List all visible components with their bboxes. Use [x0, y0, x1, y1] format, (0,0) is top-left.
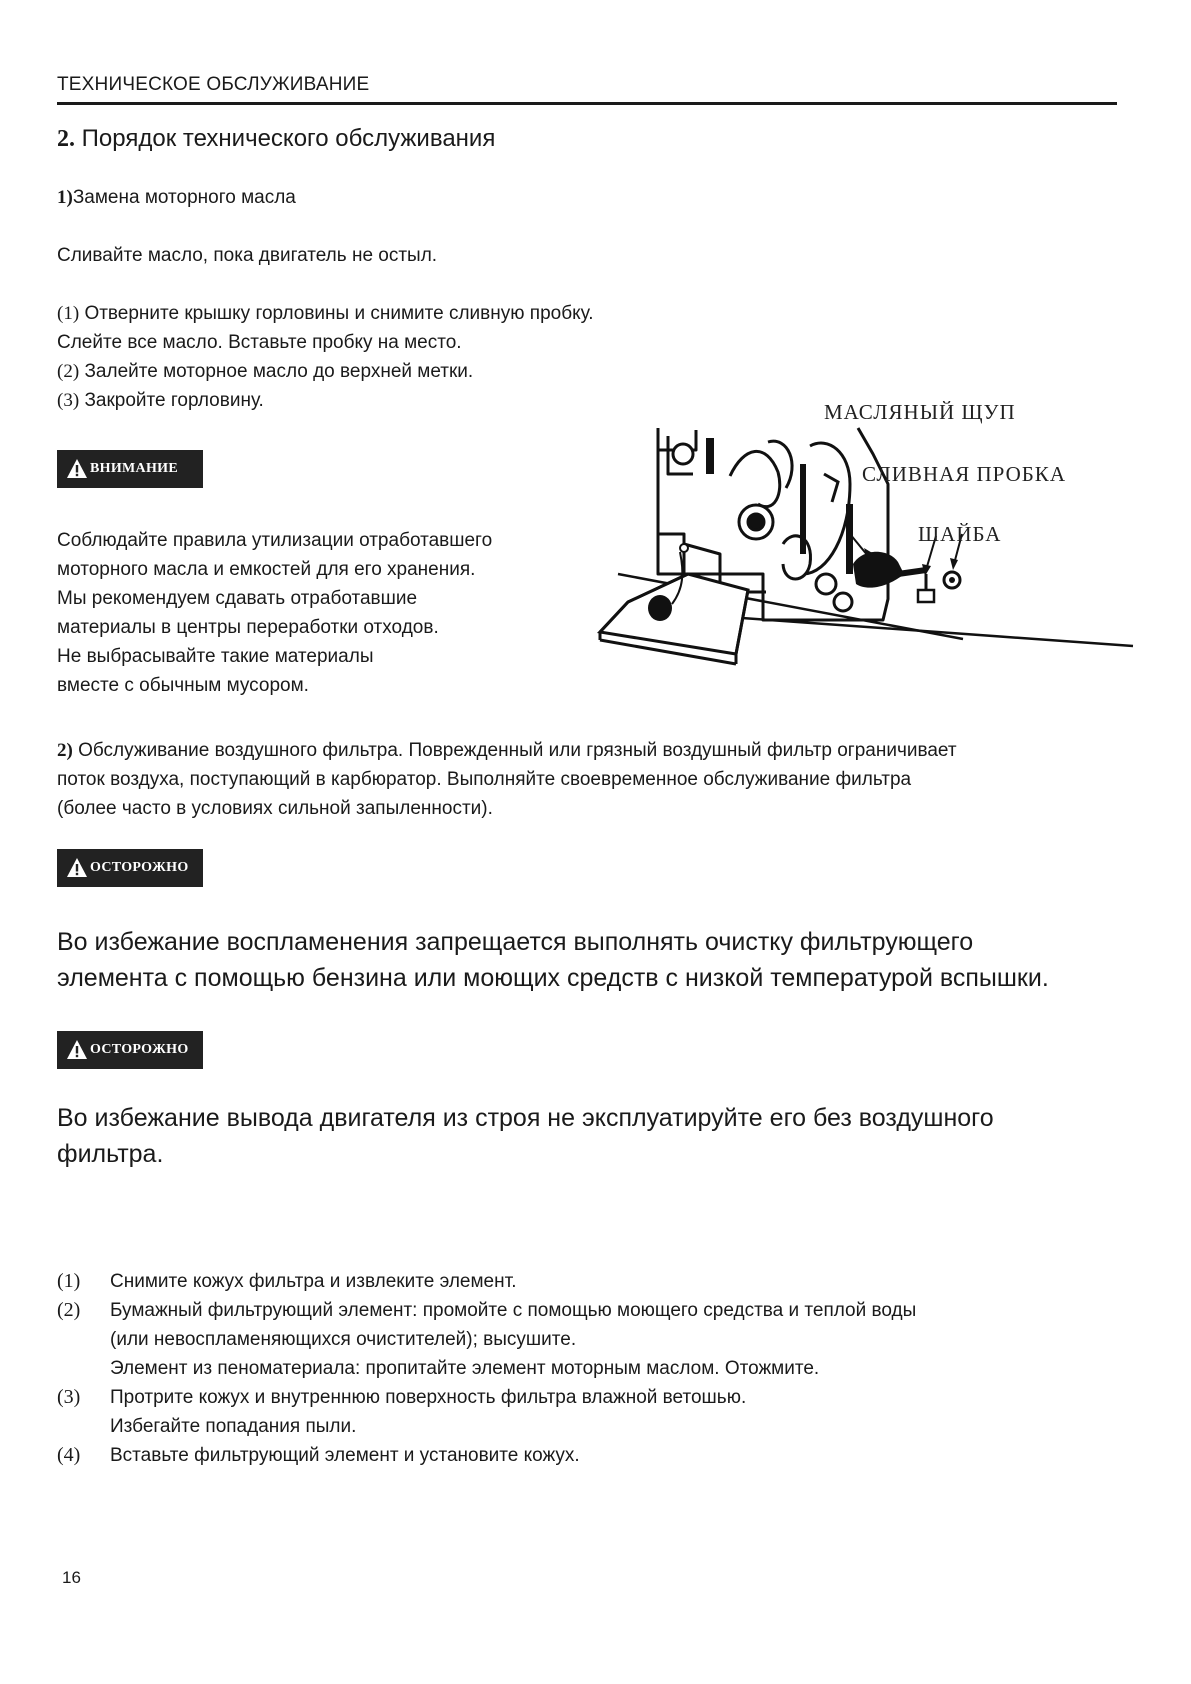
caution-badge-label: ОСТОРОЖНО — [90, 1042, 189, 1057]
filter-step-text: Вставьте фильтрующий элемент и установите кожух. — [110, 1445, 580, 1466]
filter-intro-line: поток воздуха, поступающий в карбюратор. Выполняйте своевременное обслуживание фильтра — [57, 769, 912, 790]
filter-intro — [57, 736, 957, 823]
filter-step — [57, 1441, 916, 1470]
filter-step — [57, 1412, 916, 1441]
filter-steps — [57, 1267, 916, 1470]
caution-badge-label: ОСТОРОЖНО — [90, 860, 189, 875]
warning-triangle-icon — [66, 458, 88, 480]
attention-badge — [57, 450, 203, 488]
filter-step — [57, 1383, 916, 1412]
filter-step-text: Снимите кожух фильтра и извлеките элемент. — [110, 1271, 517, 1292]
filter-step-text: Избегайте попадания пыли. — [110, 1416, 357, 1437]
running-header: ТЕХНИЧЕСКОЕ ОБСЛУЖИВАНИЕ — [57, 74, 370, 95]
drain-pan — [600, 544, 748, 664]
oil-intro: Сливайте масло, пока двигатель не остыл. — [57, 245, 438, 266]
oil-step-number: (3) — [57, 390, 80, 411]
fire-warning-line: элемента с помощью бензина или моющих средств с низкой температурой вспышки. — [57, 964, 1049, 992]
oil-notice — [57, 526, 492, 700]
section-number: 2. — [57, 126, 75, 152]
oil-subsection-number: 1) — [57, 187, 73, 208]
oil-step — [57, 357, 594, 386]
warning-triangle-icon — [66, 857, 88, 879]
oil-subsection-title — [57, 183, 296, 212]
filter-step-number: (2) — [57, 1299, 81, 1321]
filter-step-number — [57, 1354, 110, 1383]
section-title-text: Порядок технического обслуживания — [81, 125, 496, 152]
filter-step-number: (3) — [57, 1386, 81, 1408]
oil-step — [57, 386, 594, 415]
warning-triangle-icon — [66, 1039, 88, 1061]
oil-notice-line: материалы в центры переработки отходов. — [57, 617, 439, 638]
filter-intro-text: Обслуживание воздушного фильтра. Поврежденный или грязный воздушный фильтр ограничивает — [78, 740, 957, 761]
filter-intro-line — [57, 736, 957, 765]
oil-steps — [57, 299, 594, 415]
oil-step-text: Слейте все масло. Вставьте пробку на место. — [57, 332, 462, 353]
label-washer: ШАЙБА — [918, 522, 1002, 546]
oil-step-text: Отверните крышку горловины и снимите сливную пробку. — [84, 303, 594, 324]
filter-intro-line: (более часто в условиях сильной запыленности). — [57, 798, 493, 819]
oil-notice-line: вместе с обычным мусором. — [57, 675, 309, 696]
caution-badge-2 — [57, 1031, 203, 1069]
oil-step — [57, 299, 594, 328]
caution-badge-1 — [57, 849, 203, 887]
fire-warning-line: Во избежание воспламенения запрещается выполнять очистку фильтрующего — [57, 928, 974, 956]
oil-step-number: (1) — [57, 303, 80, 324]
attention-badge-label: ВНИМАНИЕ — [90, 461, 178, 476]
section-title — [57, 125, 495, 153]
label-drain-plug: СЛИВНАЯ ПРОБКА — [862, 462, 1066, 486]
oil-notice-line: Соблюдайте правила утилизации отработавшего — [57, 530, 493, 551]
filter-step — [57, 1296, 916, 1325]
oil-step-number: (2) — [57, 361, 80, 382]
oil-step — [57, 328, 594, 357]
page-number: 16 — [62, 1568, 81, 1587]
oil-notice-line: Не выбрасывайте такие материалы — [57, 646, 374, 667]
oil-step-text: Залейте моторное масло до верхней метки. — [84, 361, 474, 382]
fire-warning — [57, 924, 1049, 996]
filter-step-number: (4) — [57, 1444, 81, 1466]
filter-step-number — [57, 1325, 110, 1354]
oil-notice-line: Мы рекомендуем сдавать отработавшие — [57, 588, 418, 609]
engine-damage-warning — [57, 1100, 994, 1172]
oil-notice-line: моторного масла и емкостей для его хранения. — [57, 559, 476, 580]
filter-step-text: Элемент из пеноматериала: пропитайте элемент моторным маслом. Отожмите. — [110, 1358, 820, 1379]
filter-step-number — [57, 1412, 110, 1441]
label-dipstick: МАСЛЯНЫЙ ЩУП — [824, 400, 1016, 424]
filter-step — [57, 1325, 916, 1354]
oil-step-text: Закройте горловину. — [84, 390, 264, 411]
header-rule — [57, 102, 1117, 105]
filter-subsection-number: 2) — [57, 740, 73, 761]
filter-step-text: Бумажный фильтрующий элемент: промойте с помощью моющего средства и теплой воды — [110, 1300, 917, 1321]
engine-damage-warning-line: Во избежание вывода двигателя из строя не эксплуатируйте его без воздушного — [57, 1104, 994, 1132]
filter-step — [57, 1354, 916, 1383]
oil-subsection-title-text: Замена моторного масла — [72, 187, 296, 208]
engine-damage-warning-line: фильтра. — [57, 1140, 164, 1168]
filter-step-text: (или невоспламеняющихся очистителей); высушите. — [110, 1329, 577, 1350]
filter-step-number: (1) — [57, 1270, 81, 1292]
filter-step-text: Протрите кожух и внутреннюю поверхность фильтра влажной ветошью. — [110, 1387, 747, 1408]
filter-step — [57, 1267, 916, 1296]
